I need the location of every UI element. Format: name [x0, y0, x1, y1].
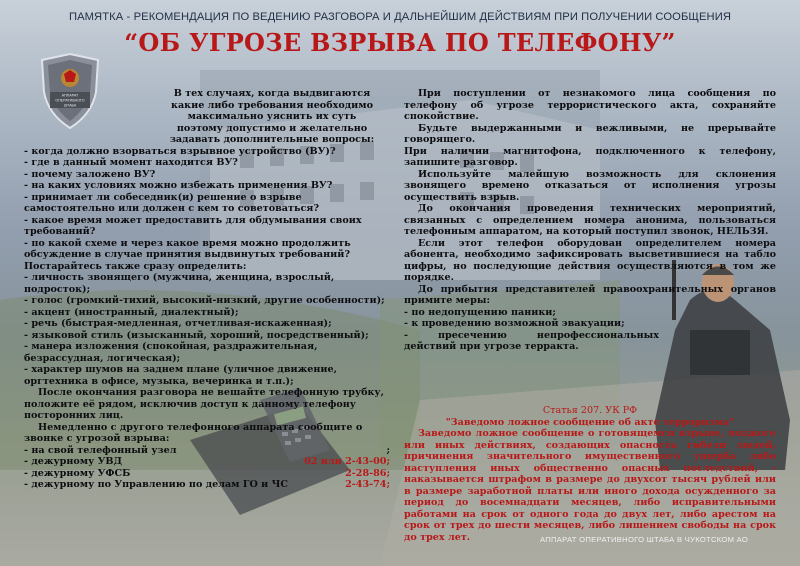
intro-line: В тех случаях, когда выдвигаются	[173, 88, 371, 99]
determine-item: - речь (быстрая-медленная, отчетливая-искаженная);	[24, 318, 332, 329]
memo-subtitle: ПАМЯТКА - РЕКОМЕНДАЦИЯ ПО ВЕДЕНИЮ РАЗГОВОРА И ДАЛЬНЕЙШИМ ДЕЙСТВИЯМ ПРИ ПОЛУЧЕНИИ СООБЩЕНИЯ	[68, 11, 732, 23]
intro-line: поэтому допустимо и желательно	[176, 122, 368, 134]
phone-label: - на свой телефонный узел	[24, 444, 177, 456]
phone-label: - дежурному УФСБ	[24, 467, 131, 479]
intro-line: задавать дополнительные вопросы:	[169, 134, 375, 145]
phone-row	[24, 468, 390, 480]
measure-item: - по недопущению паники;	[404, 306, 556, 318]
question-item: - принимает ли собеседник(и) решение о взрыве самостоятельно или должен с кем то советоваться?	[24, 191, 320, 214]
phone-number: 02 или 2-43-00;	[304, 456, 390, 467]
determine-item: - характер шумов на заднем плане (уличное движение, оргтехника в офисе, музыка, вечеринка и т.п.);	[24, 364, 337, 387]
footer-caption: АППАРАТ ОПЕРАТИВНОГО ШТАБА В ЧУКОТСКОМ АО	[540, 535, 749, 544]
phone-row	[24, 445, 390, 457]
article-number: Статья 207. УК РФ	[542, 405, 638, 416]
emblem-line-1: АППАРАТ	[61, 93, 79, 98]
determine-item: - акцент (иностранный, диалектный);	[24, 306, 239, 318]
determine-item: - манера изложения (спокойная, раздражительная, безрассудная, логическая);	[24, 341, 318, 364]
right-paragraph: До окончания проведения технических мероприятий, связанных с определением номера анонима, пользоваться телефонным аппаратом, на который поступил звонок, НЕЛЬЗЯ.	[404, 203, 776, 237]
intro-line: какие либо требования необходимо	[171, 99, 373, 111]
question-item: - почему заложено ВУ?	[24, 168, 156, 180]
intro-text	[24, 88, 390, 146]
question-item: - когда должно взорваться взрывное устройство (ВУ)?	[24, 145, 336, 157]
after-call-instruction: После окончания разговора не вешайте телефонную трубку, положите её рядом, исключив доступ к данному телефону посторонних лиц.	[24, 387, 384, 421]
determine-list	[24, 272, 390, 387]
phone-label: - дежурному УВД	[24, 456, 123, 467]
question-item: - на каких условиях можно избежать применения ВУ?	[24, 180, 333, 191]
question-item: - какое время может предоставить для обдумывания своих требований?	[24, 214, 362, 237]
determine-label: Постарайтесь также сразу определить:	[24, 260, 247, 272]
determine-item: - личность звонящего (мужчина, женщина, взрослый, подросток);	[24, 272, 335, 295]
measures-list	[404, 307, 659, 353]
phone-number: ;	[386, 444, 390, 456]
question-item: - где в данный момент находится ВУ?	[24, 157, 238, 168]
memo-title: “ОБ УГРОЗЕ ВЗРЫВА ПО ТЕЛЕФОНУ”	[124, 28, 676, 57]
header	[0, 0, 800, 60]
right-paragraph: При наличии магнитофона, подключенного к телефону, запишите разговор.	[404, 145, 776, 168]
question-item: - по какой схеме и через какое время можно продолжить обсуждение в случае принятия выдвинутых требований?	[24, 237, 351, 260]
phone-number: 2-43-74;	[345, 479, 390, 490]
determine-item: - языковой стиль (изысканный, хороший, посредственный);	[24, 329, 369, 341]
right-paragraph: Если этот телефон оборудован определителем номера абонента, необходимо зафиксировать высветившиеся на табло цифры, но последующие действия осуществляются в том же порядке.	[404, 237, 776, 283]
measure-item: - пресечению непрофессиональных действий при угрозе терракта.	[404, 329, 659, 352]
phone-label: - дежурному по Управлению по делам ГО и ЧС	[24, 479, 289, 490]
right-paragraph: До прибытия представителей правоохранительных органов примите меры:	[404, 283, 776, 306]
right-column	[404, 88, 776, 353]
phones-list	[24, 445, 390, 491]
phone-number: 2-28-86;	[345, 467, 390, 479]
questions-list	[24, 146, 390, 261]
determine-item: - голос (громкий-тихий, высокий-низкий, другие особенности);	[24, 295, 385, 306]
right-paragraph: При поступлении от незнакомого лица сообщения по телефону об угрозе террористического акта, сохраняйте спокойствие.	[404, 88, 776, 122]
measure-item: - к проведению возможной эвакуации;	[404, 318, 625, 329]
criminal-code-article	[404, 405, 776, 543]
article-body: Заведомо ложное сообщение о готовящемся взрыве, поджоге или иных действиях, создающих опасность гибели людей, причинения значительного имущественного ущерба либо наступления иных общественно опасных последствий, - наказывается штрафом в размере до двухсот тысяч рублей или в размере заработной платы или иного дохода осужденного за период до восемнадцати месяцев, либо исправительными работами на срок от одного года до двух лет, либо арестом на срок от трех до шести месяцев, либо лишением свободы на срок до трех лет.	[404, 428, 776, 543]
emblem-line-2: ОПЕРАТИВНОГО	[55, 98, 85, 103]
right-paragraph: Будьте выдержанными и вежливыми, не прерывайте говорящего.	[404, 122, 776, 145]
phone-row	[24, 479, 390, 491]
phone-row	[24, 456, 390, 468]
article-title: "Заведомо ложное сообщение об акте терроризма"	[445, 416, 735, 428]
emblem-line-3: ШТАБА	[63, 103, 77, 108]
right-paragraph: Используйте малейшую возможность для склонения звонящего времено отказаться от исполнения угрозы осуществить взрыв.	[404, 168, 776, 203]
left-column	[24, 88, 390, 491]
intro-line: максимально уяснить их суть	[187, 111, 357, 122]
report-instruction: Немедленно с другого телефонного аппарата сообщите о звонке с угрозой взрыва:	[24, 421, 363, 444]
